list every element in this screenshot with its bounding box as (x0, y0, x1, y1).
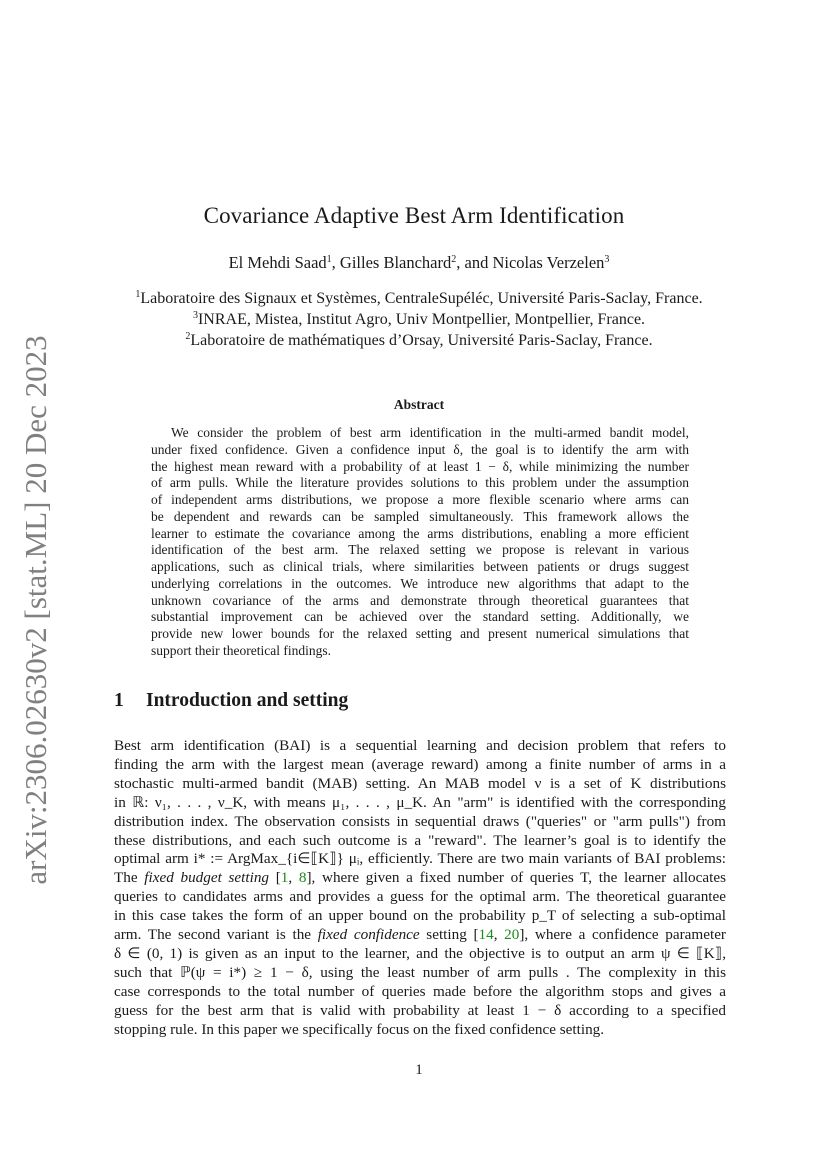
body-line: in ℝ: ν₁, . . . , ν_K, with means μ₁, . . . , μ_K. An "arm" is identified with the corresponding (114, 793, 726, 811)
arxiv-identifier: arXiv:2306.02630v2 [stat.ML] 20 Dec 2023 (18, 335, 53, 885)
body-line: case corresponds to the total number of queries made before the algorithm stops and gives a (114, 982, 726, 1000)
abstract-line: support their theoretical findings. (151, 642, 331, 658)
page-number: 1 (415, 1062, 423, 1078)
section-number: 1 (114, 690, 124, 711)
body-line: queries to candidates arms and provides a guess for the optimal arm. The theoretical guarantee (114, 888, 726, 906)
abstract-line: unknown covariance of the arms and demonstrate through theoretical guarantees that (151, 592, 689, 608)
body-line: stochastic multi-armed bandit (MAB) setting. An MAB model ν is a set of K distributions (114, 774, 726, 792)
abstract-line: substantial improvement can be achieved over the standard setting. Additionally, we (151, 609, 689, 625)
body-line: distribution index. The observation consists in sequential draws ("queries" or "arm pulls") from (114, 812, 726, 830)
body-line: stopping rule. In this paper we specifically focus on the fixed confidence setting. (114, 1020, 605, 1038)
body-line: optimal arm i* := ArgMax_{i∈⟦K⟧} μᵢ, efficiently. There are two main variants of BAI problems: (114, 850, 726, 868)
abstract-line: We consider the problem of best arm identification in the multi-armed bandit model, (171, 425, 689, 440)
body-line: arm. The second variant is the fixed confidence setting [14, 20], where a confidence parameter (114, 926, 726, 944)
author-list: El Mehdi Saad$^1$, Gilles Blanchard$^2$, and Nicolas Verzelen$^3$ (228, 253, 610, 272)
body-line: guess for the best arm that is valid with probability at least 1 − δ according to a specified (114, 1001, 726, 1019)
affiliations (0, 288, 828, 351)
abstract-line: be dependent and rewards can be sampled simultaneously. This framework allows the (151, 508, 689, 524)
author-affiliation-mark: 1 (326, 254, 332, 265)
body-line: these distributions, and each such outcome is a "reward". The learner’s goal is to identify the (114, 831, 726, 849)
abstract-line: provide new lower bounds for the relaxed setting and present numerical simulations that (151, 626, 689, 641)
abstract-line: identification of the best arm. The relaxed setting we propose is relevant in various (151, 542, 689, 558)
author-name: Nicolas Verzelen (492, 253, 605, 272)
citation-link[interactable]: 14 (478, 926, 494, 944)
body-line: such that ℙ(ψ = i*) ≥ 1 − δ, using the least number of arm pulls . The complexity in this (114, 963, 726, 981)
citation-link[interactable]: 8 (298, 869, 307, 887)
paper-title: Covariance Adaptive Best Arm Identification (203, 203, 625, 228)
emphasis: fixed budget setting (144, 869, 270, 887)
author-name: El Mehdi Saad (228, 253, 327, 272)
section-title: Introduction and setting (146, 690, 349, 711)
emphasis: fixed confidence (317, 926, 420, 944)
abstract-line: of arm pulls. While the literature provides solutions to this problem under the assumption (151, 475, 689, 491)
affiliation-line: $^2$Laboratoire de mathématiques d’Orsay, Université Paris-Saclay, France. (185, 331, 653, 349)
abstract-line: under fixed confidence. Given a confidence input δ, the goal is to identify the arm with (151, 441, 689, 457)
abstract-line: of independent arms distributions, we propose a more flexible scenario where arms can (151, 492, 689, 507)
body-line: finding the arm with the largest mean (average reward) among a finite number of arms in a (114, 755, 726, 773)
arxiv-sidebar-stamp (14, 335, 58, 885)
body-line: Best arm identification (BAI) is a sequential learning and decision problem that refers to (114, 737, 726, 754)
body-paragraph (114, 737, 726, 1040)
abstract-line: applications, such as clinical trials, where similarities between patients or drugs suggest (151, 559, 689, 574)
abstract-line: learner to estimate the covariance among the arms distributions, enabling a more efficient (151, 525, 689, 541)
citation-link[interactable]: 1 (280, 869, 289, 887)
author-affiliation-mark: 2 (451, 254, 457, 265)
abstract-body (151, 425, 689, 660)
abstract-heading: Abstract (393, 397, 445, 412)
author-affiliation-mark: 3 (604, 254, 610, 265)
author-name: Gilles Blanchard (339, 253, 452, 272)
body-line: The fixed budget setting [1, 8], where given a fixed number of queries T, the learner allocates (114, 869, 726, 887)
abstract-line: underlying correlations in the outcomes. We introduce new algorithms that adapt to the (151, 575, 689, 591)
abstract-line: the highest mean reward with a probability of at least 1 − δ, while minimizing the number (151, 458, 689, 474)
body-line: δ ∈ (0, 1) is given as an input to the learner, and the objective is to output an arm ψ ∈ ⟦K⟧, (114, 944, 726, 962)
citation-link[interactable]: 20 (504, 926, 520, 944)
section-heading (114, 690, 348, 712)
body-line: in this case takes the form of an upper bound on the probability p_T of selecting a sub-optimal (114, 907, 726, 925)
affiliation-line: $^1$Laboratoire des Signaux et Systèmes, CentraleSupéléc, Université Paris-Saclay, France. (135, 289, 703, 307)
affiliation-line: $^3$INRAE, Mistea, Institut Agro, Univ Montpellier, Montpellier, France. (192, 310, 646, 328)
